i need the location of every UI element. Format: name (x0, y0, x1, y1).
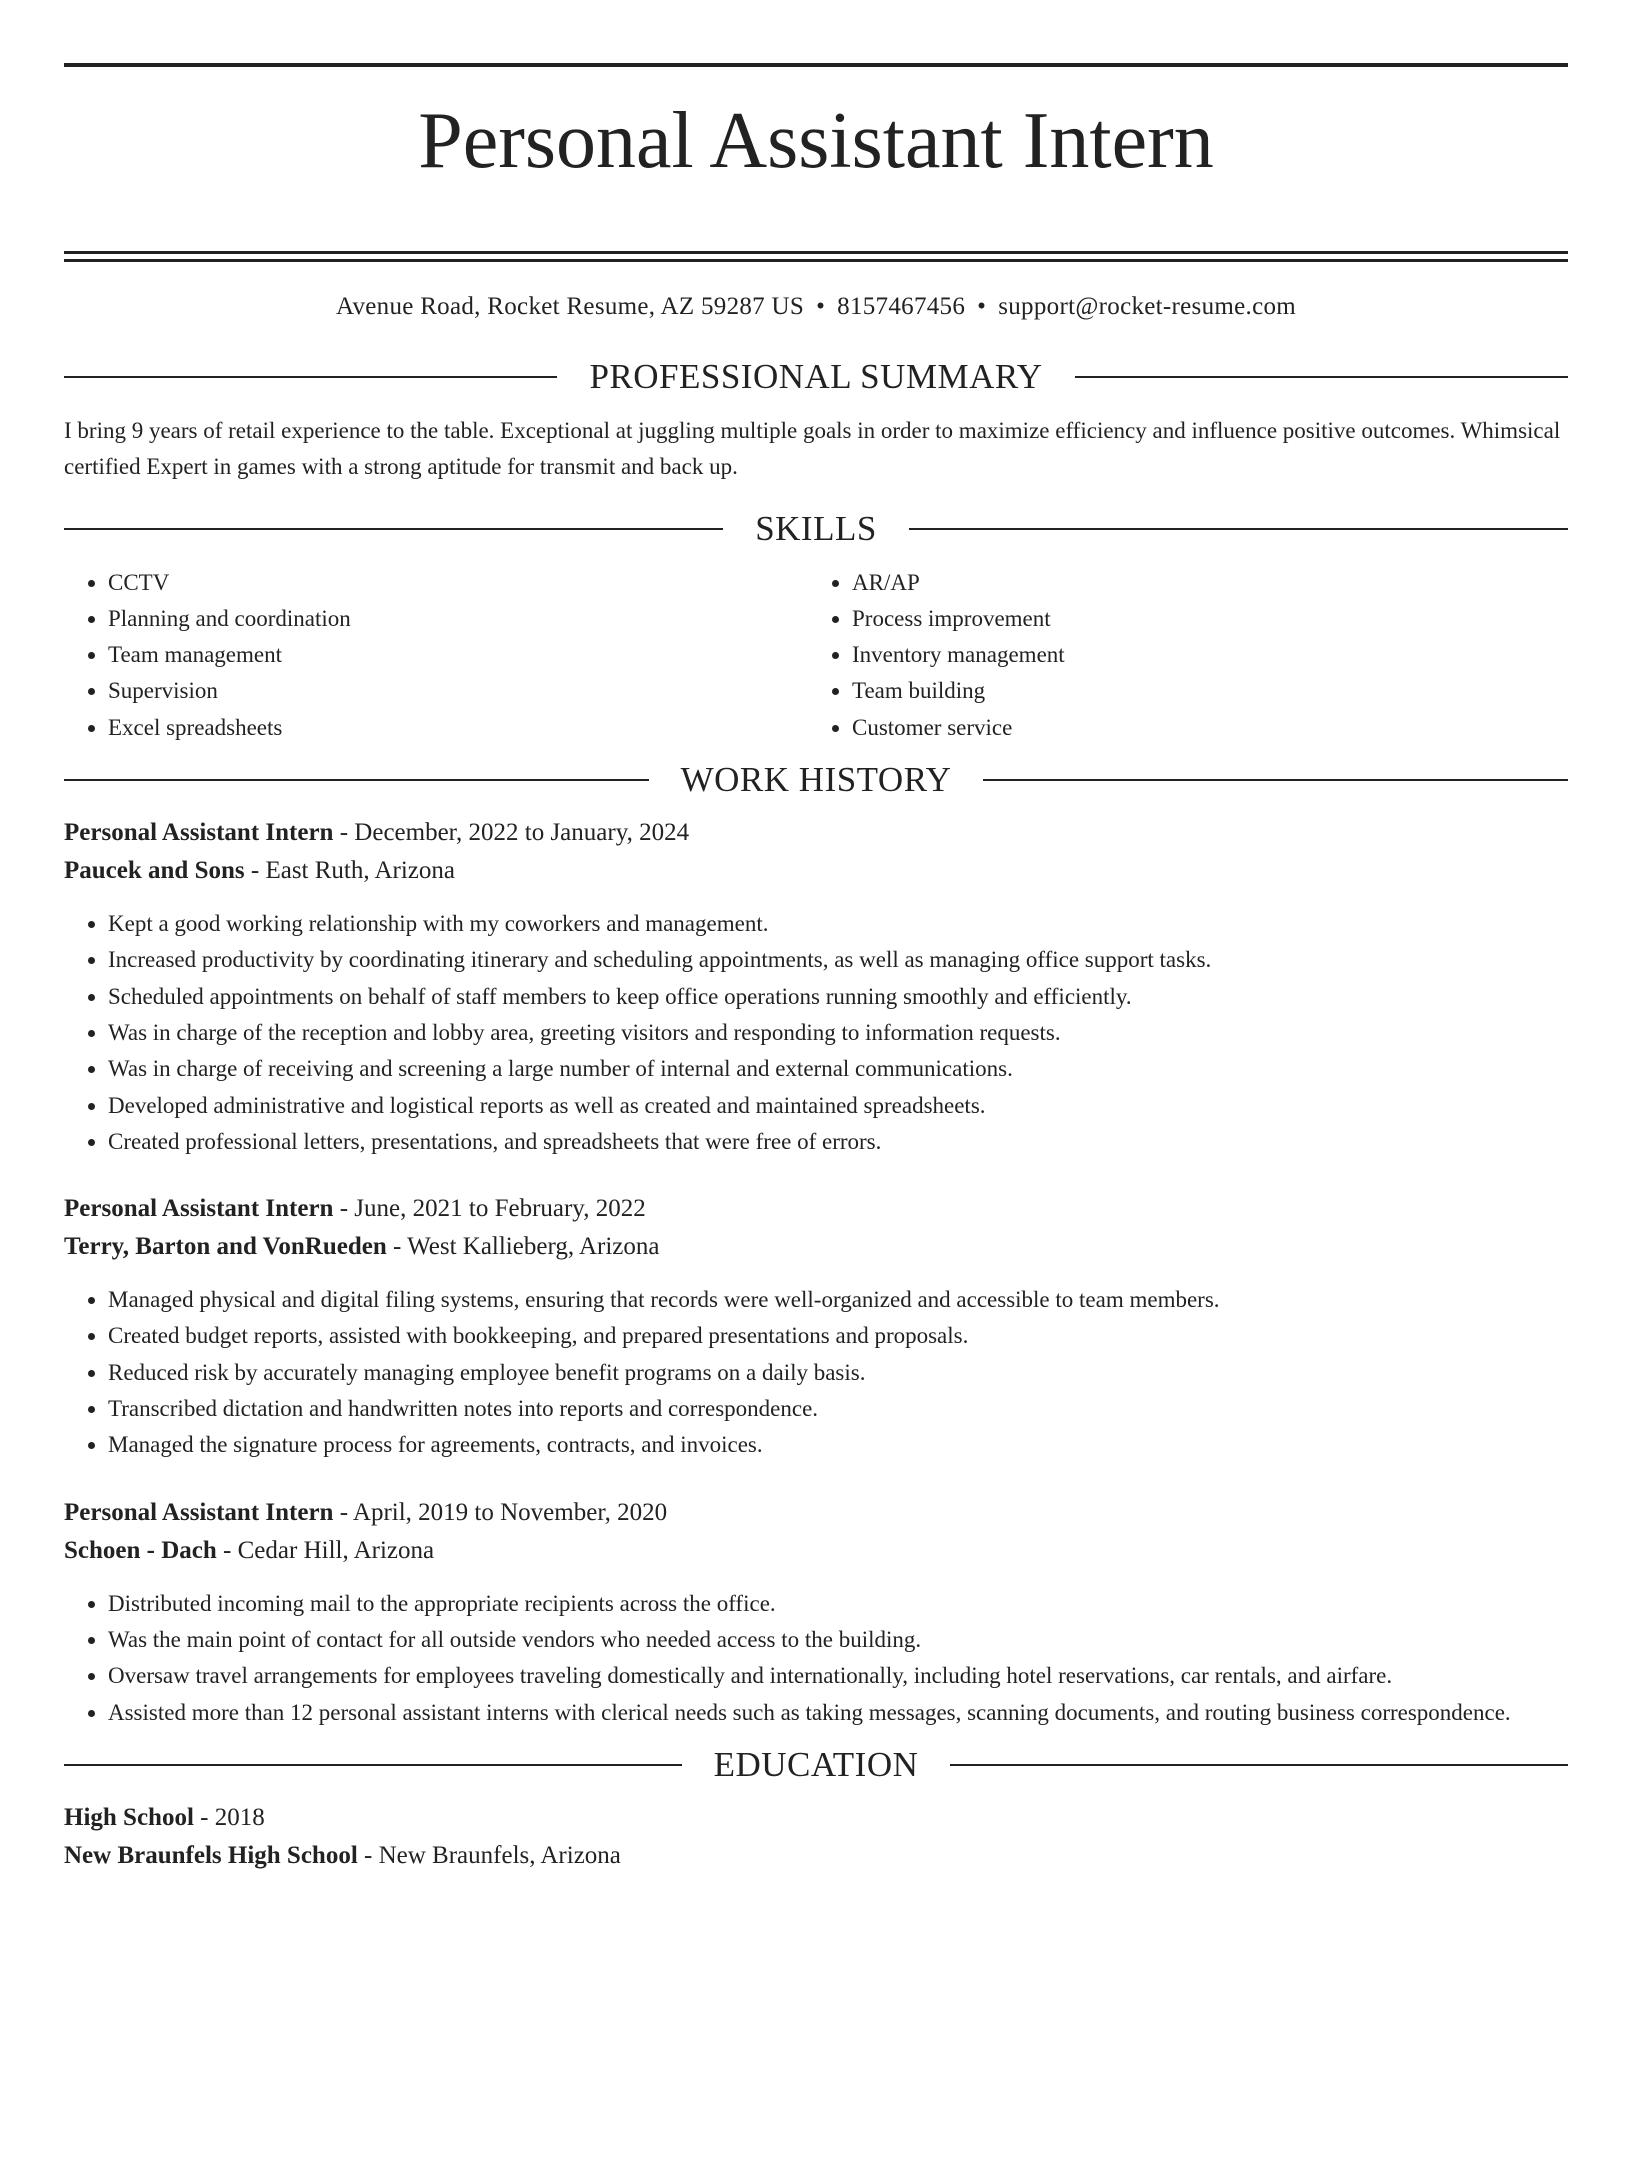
duty-item: • Managed physical and digital filing systems, ensuring that records were well-organized and accessible to team members. (108, 1282, 1568, 1318)
duty-item: • Was the main point of contact for all outside vendors who needed access to the building. (108, 1622, 1568, 1658)
job-dates: - April, 2019 to November, 2020 (339, 1498, 668, 1526)
job-company: Paucek and Sons (64, 857, 245, 885)
job-company-line (64, 1532, 1568, 1570)
duty-item: • Assisted more than 12 personal assistant interns with clerical needs such as taking messages, scanning documents, and routing business correspondence. (108, 1695, 1568, 1731)
education-degree-line (64, 1799, 1568, 1837)
contact-separator: • (816, 292, 826, 320)
education-entry (64, 1799, 1568, 1875)
skill-item: • Planning and coordination (108, 601, 808, 637)
skills-column-left (64, 565, 808, 746)
contact-separator: • (977, 292, 987, 320)
duty-item: • Kept a good working relationship with my coworkers and management. (108, 906, 1568, 942)
contact-line (64, 292, 1568, 322)
job-entry (64, 1494, 1568, 1731)
skills-title: SKILLS (755, 508, 877, 548)
education-school: New Braunfels High School (64, 1841, 358, 1869)
job-company-line (64, 1228, 1568, 1266)
skill-item: • Team management (108, 637, 808, 673)
duty-item: • Managed the signature process for agreements, contracts, and invoices. (108, 1427, 1568, 1463)
skills-list (64, 565, 1568, 746)
job-entry (64, 1190, 1568, 1463)
job-title-line (64, 814, 1568, 852)
job-duties (64, 906, 1568, 1160)
skill-item: • Customer service (852, 710, 1552, 746)
job-company: Schoen - Dach (64, 1536, 217, 1564)
skills-heading (64, 507, 1568, 551)
work-title: WORK HISTORY (680, 760, 952, 800)
job-dates: - June, 2021 to February, 2022 (339, 1195, 646, 1223)
top-rule (64, 63, 1568, 67)
duty-item: • Developed administrative and logistical reports as well as created and maintained spreadsheets. (108, 1088, 1568, 1124)
summary-title: PROFESSIONAL SUMMARY (589, 356, 1043, 396)
education-degree: High School (64, 1803, 194, 1831)
job-title-line (64, 1494, 1568, 1532)
education-title: EDUCATION (713, 1744, 919, 1784)
job-duties (64, 1282, 1568, 1463)
skill-item: • Inventory management (852, 637, 1552, 673)
heading-rule-right (909, 528, 1568, 530)
contact-address: Avenue Road, Rocket Resume, AZ 59287 US (335, 292, 805, 320)
skill-item: • CCTV (108, 565, 808, 601)
job-title-line (64, 1190, 1568, 1228)
education-heading (64, 1743, 1568, 1787)
education-location: - New Braunfels, Arizona (364, 1841, 621, 1869)
job-duties (64, 1586, 1568, 1731)
duty-item: • Distributed incoming mail to the appropriate recipients across the office. (108, 1586, 1568, 1622)
skill-item: • Team building (852, 673, 1552, 709)
heading-rule-right (950, 1764, 1568, 1766)
header-double-rule (64, 251, 1568, 262)
heading-rule-right (1075, 376, 1568, 378)
summary-heading (64, 355, 1568, 399)
skills-column-right (808, 565, 1552, 746)
resume-page (0, 63, 1632, 2175)
job-entry (64, 814, 1568, 1160)
duty-item: • Reduced risk by accurately managing employee benefit programs on a daily basis. (108, 1355, 1568, 1391)
job-title: Personal Assistant Intern (64, 819, 334, 847)
job-dates: - December, 2022 to January, 2024 (339, 819, 690, 847)
duty-item: • Increased productivity by coordinating itinerary and scheduling appointments, as well as managing office support tasks. (108, 942, 1568, 978)
duty-item: • Transcribed dictation and handwritten notes into reports and correspondence. (108, 1391, 1568, 1427)
job-title: Personal Assistant Intern (64, 1195, 334, 1223)
contact-phone: 8157467456 (837, 292, 966, 320)
job-company-line (64, 852, 1568, 890)
summary-text: I bring 9 years of retail experience to the table. Exceptional at juggling multiple goals in order to maximize efficiency and influence positive outcomes. Whimsical certified Expert in games with a strong aptitude for transmit and back up. (64, 417, 1561, 479)
duty-item: • Created professional letters, presentations, and spreadsheets that were free of errors. (108, 1124, 1568, 1160)
contact-email: support@rocket-resume.com (998, 292, 1297, 320)
skill-item: • Supervision (108, 673, 808, 709)
duty-item: • Was in charge of receiving and screening a large number of internal and external communications. (108, 1051, 1568, 1087)
heading-rule-right (983, 779, 1568, 781)
skill-item: • Process improvement (852, 601, 1552, 637)
job-title: Personal Assistant Intern (64, 1498, 334, 1526)
duty-item: • Scheduled appointments on behalf of staff members to keep office operations running smoothly and efficiently. (108, 979, 1568, 1015)
skill-item: • Excel spreadsheets (108, 710, 808, 746)
duty-item: • Created budget reports, assisted with bookkeeping, and prepared presentations and proposals. (108, 1318, 1568, 1354)
job-location: - East Ruth, Arizona (250, 857, 456, 885)
education-school-line (64, 1837, 1568, 1875)
duty-item: • Oversaw travel arrangements for employees traveling domestically and internationally, including hotel reservations, car rentals, and airfare. (108, 1658, 1568, 1694)
job-location: - Cedar Hill, Arizona (223, 1536, 435, 1564)
work-heading (64, 758, 1568, 802)
heading-rule-left (64, 1764, 682, 1766)
candidate-name: Personal Assistant Intern (418, 97, 1214, 185)
job-location: - West Kallieberg, Arizona (393, 1233, 660, 1261)
duty-item: • Was in charge of the reception and lobby area, greeting visitors and responding to information requests. (108, 1015, 1568, 1051)
job-company: Terry, Barton and VonRueden (64, 1233, 387, 1261)
skill-item: • AR/AP (852, 565, 1552, 601)
heading-rule-left (64, 376, 557, 378)
heading-rule-left (64, 779, 649, 781)
education-year: - 2018 (200, 1803, 265, 1831)
heading-rule-left (64, 528, 723, 530)
